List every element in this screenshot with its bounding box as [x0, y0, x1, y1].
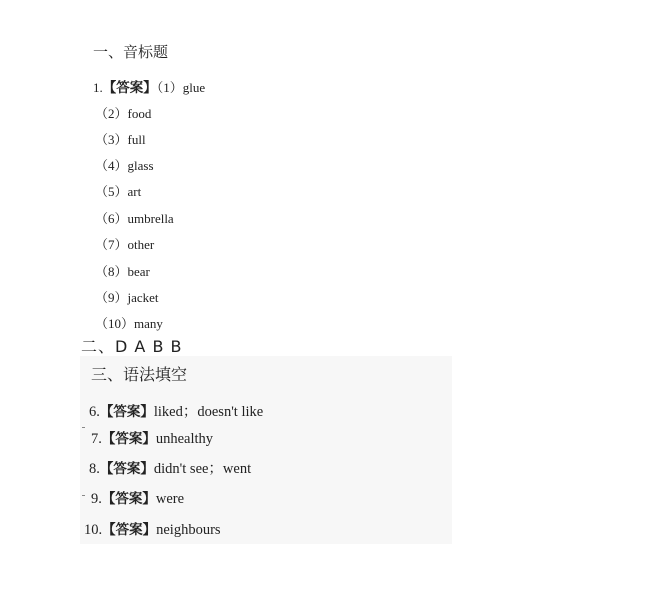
answer-text: unhealthy — [155, 431, 214, 447]
answer-1 — [93, 76, 205, 96]
answer-text: （1）glue — [156, 80, 206, 95]
answer-label: 【答案】 — [102, 80, 157, 96]
answer-3: （3）full — [95, 132, 146, 147]
answer-number: 1. — [93, 80, 103, 95]
answer-4: （4）glass — [95, 158, 154, 173]
section-3-title: 三、语法填空 — [91, 365, 188, 384]
answer-label: 【答案】 — [99, 404, 154, 420]
answer-text: neighbours — [156, 522, 221, 538]
answer-number: 8. — [89, 461, 100, 477]
answer-10: （10）many — [95, 316, 163, 331]
answer-number: 6. — [89, 404, 100, 420]
answer-label: 【答案】 — [102, 522, 157, 538]
answer-text: were — [155, 491, 185, 507]
answer-8: （8）bear — [95, 264, 150, 279]
grammar-answer-8 — [89, 457, 251, 478]
section-1-title: 一、音标题 — [93, 43, 169, 61]
scan-mark — [82, 427, 85, 428]
answer-number: 10. — [84, 522, 103, 538]
answer-number: 9. — [91, 491, 102, 507]
answer-9: （9）jacket — [95, 290, 159, 305]
answer-6: （6）umbrella — [95, 211, 174, 226]
answer-2: （2）food — [95, 106, 152, 121]
scan-mark — [82, 495, 85, 496]
answer-5: （5）art — [95, 184, 142, 199]
answer-label: 【答案】 — [101, 431, 156, 447]
answer-text: didn't see；went — [153, 461, 252, 477]
answer-number: 7. — [91, 431, 102, 447]
answer-text: liked；doesn't like — [153, 404, 264, 420]
grammar-answer-9 — [91, 487, 184, 508]
grammar-answer-6 — [89, 400, 263, 421]
section-2-answers: 二、D A B B — [81, 337, 183, 356]
grammar-answer-7 — [91, 427, 213, 448]
answer-label: 【答案】 — [99, 461, 154, 477]
grammar-answer-10 — [84, 518, 221, 539]
answer-label: 【答案】 — [101, 491, 156, 507]
answer-7: （7）other — [95, 237, 155, 252]
